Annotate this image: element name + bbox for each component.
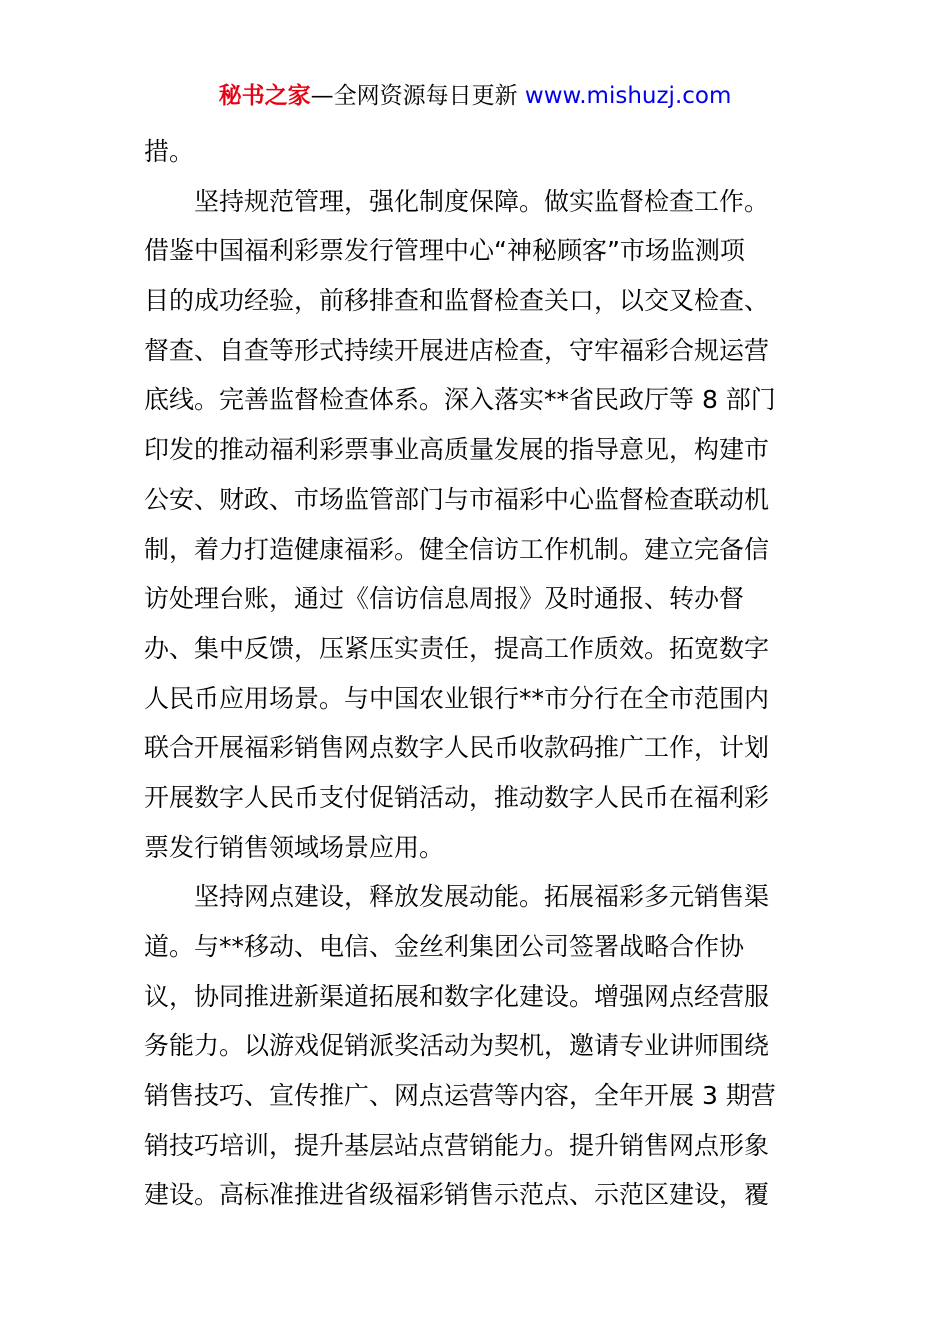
text-line: 销技巧培训，提升基层站点营销能力。提升销售网点形象 (144, 1130, 770, 1160)
text-line: 销售技巧、宣传推广、网点运营等内容，全年开展 3 期营 (144, 1081, 776, 1111)
text-line: 目的成功经验，前移排查和监督检查关口，以交叉检查、 (144, 286, 770, 316)
text-line: 措。 (144, 137, 195, 166)
header-brand: 秘书之家 (218, 83, 311, 109)
text-line: 访处理台账，通过《信访信息周报》及时通报、转办督 (144, 584, 745, 614)
text-line: 议，协同推进新渠道拓展和数字化建设。增强网点经营服 (144, 981, 770, 1011)
paragraph-start-line: 坚持网点建设，释放发展动能。拓展福彩多元销售渠 (194, 882, 770, 912)
text-line: 底线。完善监督检查体系。深入落实**省民政厅等 8 部门 (144, 385, 776, 415)
text-line: 人民币应用场景。与中国农业银行**市分行在全市范围内 (144, 683, 770, 713)
header-slogan: —全网资源每日更新 (310, 83, 518, 109)
text-line: 制，着力打造健康福彩。健全信访工作机制。建立完备信 (144, 534, 770, 564)
text-line: 开展数字人民币支付促销活动，推动数字人民币在福利彩 (144, 782, 770, 812)
text-line: 联合开展福彩销售网点数字人民币收款码推广工作，计划 (144, 733, 770, 763)
text-line: 督查、自查等形式持续开展进店检查，守牢福彩合规运营 (144, 335, 770, 365)
document-body (144, 127, 824, 1220)
text-line: 借鉴中国福利彩票发行管理中心“神秘顾客”市场监测项 (144, 236, 745, 266)
text-line: 印发的推动福利彩票事业高质量发展的指导意见，构建市 (144, 435, 770, 465)
text-line: 票发行销售领域场景应用。 (144, 832, 445, 862)
text-line: 办、集中反馈，压紧压实责任，提高工作质效。拓宽数字 (144, 633, 770, 663)
header-url-link[interactable]: www.mishuzj.com (524, 83, 732, 109)
page-header (0, 80, 950, 112)
text-line: 建设。高标准推进省级福彩销售示范点、示范区建设，覆 (144, 1180, 770, 1210)
text-line: 公安、财政、市场监管部门与市福彩中心监督检查联动机 (144, 484, 770, 514)
text-line: 务能力。以游戏促销派奖活动为契机，邀请专业讲师围绕 (144, 1031, 770, 1061)
text-line: 道。与**移动、电信、金丝利集团公司签署战略合作协 (144, 932, 745, 961)
paragraph-start-line: 坚持规范管理，强化制度保障。做实监督检查工作。 (194, 186, 770, 216)
